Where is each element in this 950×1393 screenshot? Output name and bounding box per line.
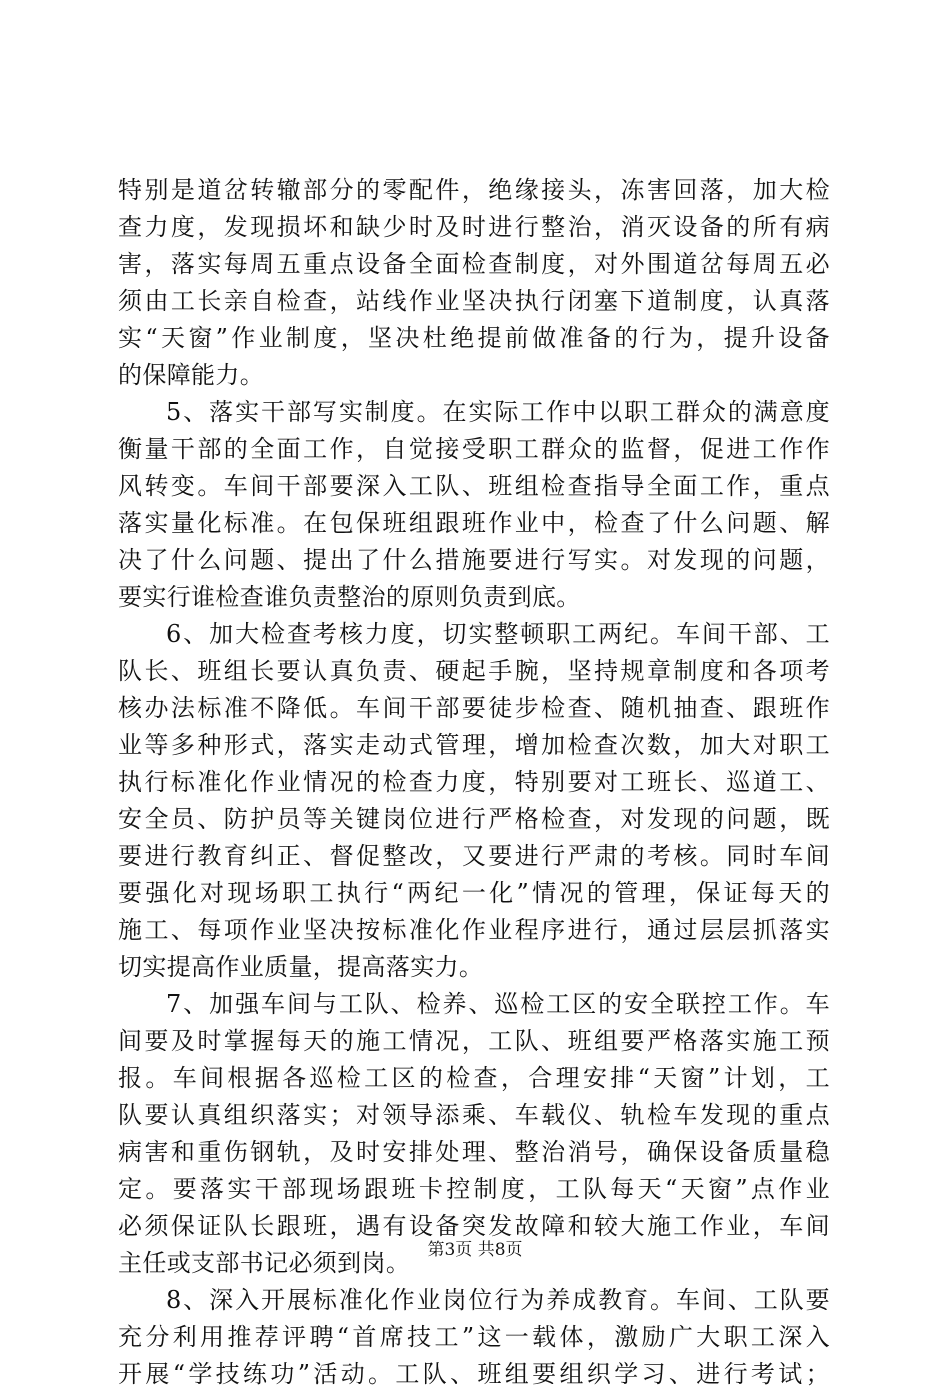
text-line: 执行标准化作业情况的检查力度，特别要对工班长、巡道工、 (118, 768, 830, 796)
paragraph-continued (118, 172, 830, 394)
text-line: 定。要落实干部现场跟班卡控制度，工队每天“天窗”点作业 (118, 1175, 830, 1203)
text-line: 切实提高作业质量，提高落实力。 (118, 953, 484, 981)
text-line: 报。车间根据各巡检工区的检查，合理安排“天窗”计划，工 (118, 1064, 830, 1092)
paragraph-8 (118, 1282, 830, 1393)
text-line: 衡量干部的全面工作，自觉接受职工群众的监督，促进工作作 (118, 435, 830, 463)
text-line: 队要认真组织落实；对领导添乘、车载仪、轨检车发现的重点 (118, 1101, 830, 1129)
text-line: 要强化对现场职工执行“两纪一化”情况的管理，保证每天的 (118, 879, 830, 907)
text-line: 充分利用推荐评聘“首席技工”这一载体，激励广大职工深入 (118, 1323, 830, 1351)
text-line: 的保障能力。 (118, 361, 265, 389)
text-line: 要进行教育纠正、督促整改，又要进行严肃的考核。同时车间 (118, 842, 830, 870)
text-line: 风转变。车间干部要深入工队、班组检查指导全面工作，重点 (118, 472, 830, 500)
page-number-footer: 第3页 共8页 (427, 1240, 523, 1260)
text-line: 查力度，发现损坏和缺少时及时进行整治，消灭设备的所有病 (118, 213, 830, 241)
text-line: 队长、班组长要认真负责、硬起手腕，坚持规章制度和各项考 (118, 657, 830, 685)
text-line: 实“天窗”作业制度，坚决杜绝提前做准备的行为，提升设备 (118, 324, 830, 352)
text-line: 落实量化标准。在包保班组跟班作业中，检查了什么问题、解 (118, 509, 830, 537)
text-line: 间要及时掌握每天的施工情况，工队、班组要严格落实施工预 (118, 1027, 830, 1055)
text-line: 开展“学技练功”活动。工队、班组要组织学习、进行考试； (118, 1360, 830, 1388)
text-line: 7、加强车间与工队、检养、巡检工区的安全联控工作。车 (166, 990, 830, 1018)
text-line: 须由工长亲自检查，站线作业坚决执行闭塞下道制度，认真落 (118, 287, 830, 315)
paragraph-6 (118, 616, 830, 986)
text-line: 要实行谁检查谁负责整治的原则负责到底。 (118, 583, 581, 611)
text-line: 特别是道岔转辙部分的零配件，绝缘接头，冻害回落，加大检 (118, 176, 830, 204)
body-text (118, 172, 830, 1393)
text-line: 必须保证队长跟班，遇有设备突发故障和较大施工作业，车间 (118, 1212, 830, 1240)
text-line: 6、加大检查考核力度，切实整顿职工两纪。车间干部、工 (166, 620, 830, 648)
text-line: 核办法标准不降低。车间干部要徒步检查、随机抽查、跟班作 (118, 694, 830, 722)
text-line: 安全员、防护员等关键岗位进行严格检查，对发现的问题，既 (118, 805, 830, 833)
text-line: 主任或支部书记必须到岗。 (118, 1249, 411, 1277)
text-line: 业等多种形式，落实走动式管理，增加检查次数，加大对职工 (118, 731, 830, 759)
text-line: 决了什么问题、提出了什么措施要进行写实。对发现的问题， (118, 546, 830, 574)
text-line: 8、深入开展标准化作业岗位行为养成教育。车间、工队要 (166, 1286, 830, 1314)
text-line: 5、落实干部写实制度。在实际工作中以职工群众的满意度 (166, 398, 830, 426)
text-line: 施工、每项作业坚决按标准化作业程序进行，通过层层抓落实 (118, 916, 830, 944)
text-line: 病害和重伤钢轨，及时安排处理、整治消号，确保设备质量稳 (118, 1138, 830, 1166)
paragraph-5 (118, 394, 830, 616)
text-line: 害，落实每周五重点设备全面检查制度，对外围道岔每周五必 (118, 250, 830, 278)
